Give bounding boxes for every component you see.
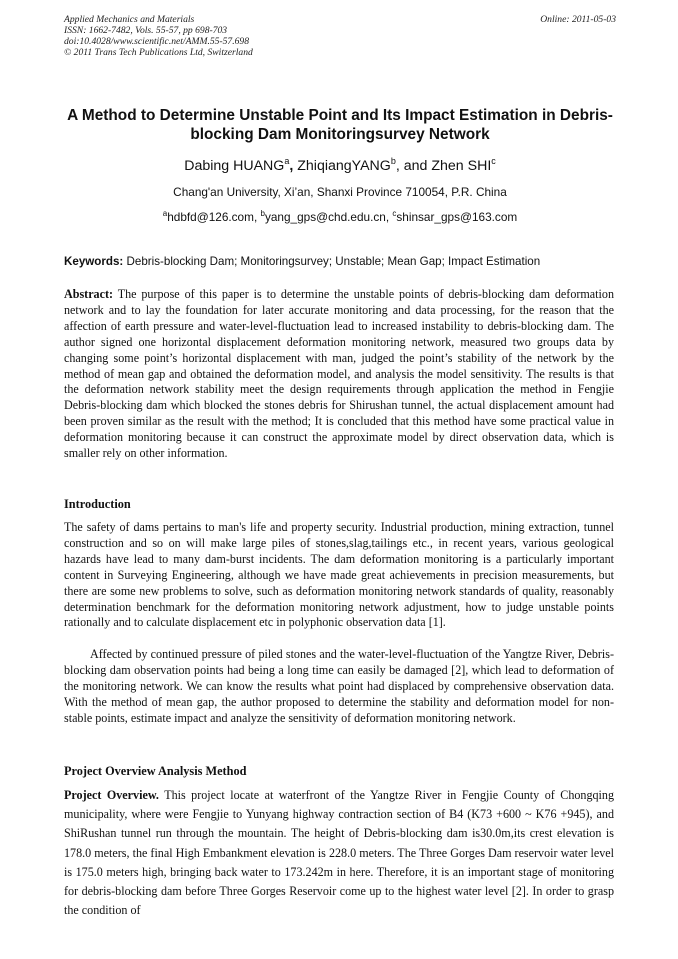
affiliation: Chang'an University, Xi’an, Shanxi Province 710054, P.R. China — [173, 185, 507, 199]
project-overview-text: This project locate at waterfront of the Yangtze River in Fengjie County of Chongqing municipality, where were Fengjie to Yunyang highway contraction section of B4 (K73 +600 ~ K76 +945), and ShiRushan tunnel run through the mountain. The height of Debris-blocking dam is30.0m,its crest elevation is 178.0 meters, the final High Embankment elevation is 228.0 meters. The Three Gorges Dam reservoir water level is 175.0 meters high, bringing back water to 173.242m in here. Therefore, it is an important stage of monitoring for debris-blocking dam before Three Gorges Reservoir come up to the highest water level [2]. In order to grasp the condition of — [64, 788, 615, 918]
keywords-label: Keywords: — [64, 255, 124, 268]
author-3: , and Zhen SHI — [395, 158, 492, 174]
author-2-sup: b — [390, 156, 396, 166]
author-1: Dabing HUANG — [184, 158, 285, 174]
keywords-text: Debris-blocking Dam; Monitoringsurvey; Unstable; Mean Gap; Impact Estimation — [123, 255, 541, 268]
abstract-text: The purpose of this paper is to determine the unstable points of debris-blocking dam deformation network and to lay the foundation for later accurate monitoring and data processing, for the reason that the affection of earth pressure and water-level-fluctuation lead to increased instability to debris-blocking dam. The author signed one horizontal displacement deformation monitoring network, measured two groups data by changing some point’s horizontal displacement with man, judged the point’s stability of the network by the method of mean gap and obtained the deformation model, and analysis the model sensitivity. The results is that the deformation network stability meet the design requirements through application the method in Fengjie Debris-blocking dam which blocked the stones debris for Shirushan tunnel, the actual displacement amount had been proven similar as the result with the method; It is concluded that this method have some practical value in deformation monitoring because it can construct the approximate model by direct observation data, which is smaller rely on other information. — [64, 287, 614, 461]
project-overview-label: Project Overview. — [64, 788, 159, 802]
email-3: shinsar_gps@163.com — [396, 210, 518, 224]
author-line: Dabing HUANG$^a$, ZhiqiangYANG$^b$, and Zhen SHI$^c$ — [184, 156, 496, 174]
project-overview-paragraph — [64, 786, 614, 920]
introduction-paragraph-2: Affected by continued pressure of piled stones and the water-level-fluctuation of the Yangtze River, Debris-blocking dam observation points had being a long time can easily be damaged [2], which lead to deformation of the monitoring network. We can know the results what point had displaced by comprehensive observation data. With the method of mean gap, the author proposed to determine the stability and deformation model for non-stable points, estimate impact and analyze the sensitivity of deformation monitoring network. — [64, 647, 614, 725]
journal-name: Applied Mechanics and Materials — [64, 14, 195, 25]
keywords — [64, 254, 624, 269]
journal-header — [64, 14, 616, 58]
introduction-paragraph-1: The safety of dams pertains to man's life and property security. Industrial production, mining extraction, tunnel construction and so on will make large piles of stones,slag,tailings etc., in recent years, various geological hazards have lead to many dam-burst incidents. The dam deformation monitoring is a particularly important content in Surveying Engineering, although we have made great achievements in precision measurements, but there are some new problems to solve, such as deformation monitoring network standards of quality, reasonably determination benchmark for the deformation monitoring network adjustment, how to judge unstable points rationally and to calculate displacement etc in polyphonic observation data [1]. — [64, 520, 614, 630]
author-1-sup: a — [284, 156, 290, 166]
abstract-label: Abstract: — [64, 287, 114, 301]
email-line — [60, 210, 620, 225]
doi-line: doi:10.4028/www.scientific.net/AMM.55-57.698 — [64, 36, 250, 47]
introduction-heading: Introduction — [64, 497, 131, 511]
email-sup-b: b — [260, 209, 265, 218]
paper-title: A Method to Determine Unstable Point and Its Impact Estimation in Debris-blocking Dam Monitoringsurvey Network — [67, 107, 613, 143]
online-date: Online: 2011-05-03 — [540, 14, 616, 25]
email-sup-a: a — [162, 209, 168, 218]
email-sup-c: c — [392, 209, 397, 218]
author-2: ZhiqiangYANG — [297, 158, 391, 174]
issn-line: ISSN: 1662-7482, Vols. 55-57, pp 698-703 — [64, 25, 228, 36]
abstract — [64, 287, 614, 462]
email-2: yang_gps@chd.edu.cn, — [264, 210, 393, 224]
project-section-heading: Project Overview Analysis Method — [64, 764, 247, 778]
author-3-sup: c — [491, 156, 496, 166]
email-1: hdbfd@126.com, — [167, 210, 261, 224]
copyright-line: © 2011 Trans Tech Publications Ltd, Switzerland — [64, 47, 253, 58]
